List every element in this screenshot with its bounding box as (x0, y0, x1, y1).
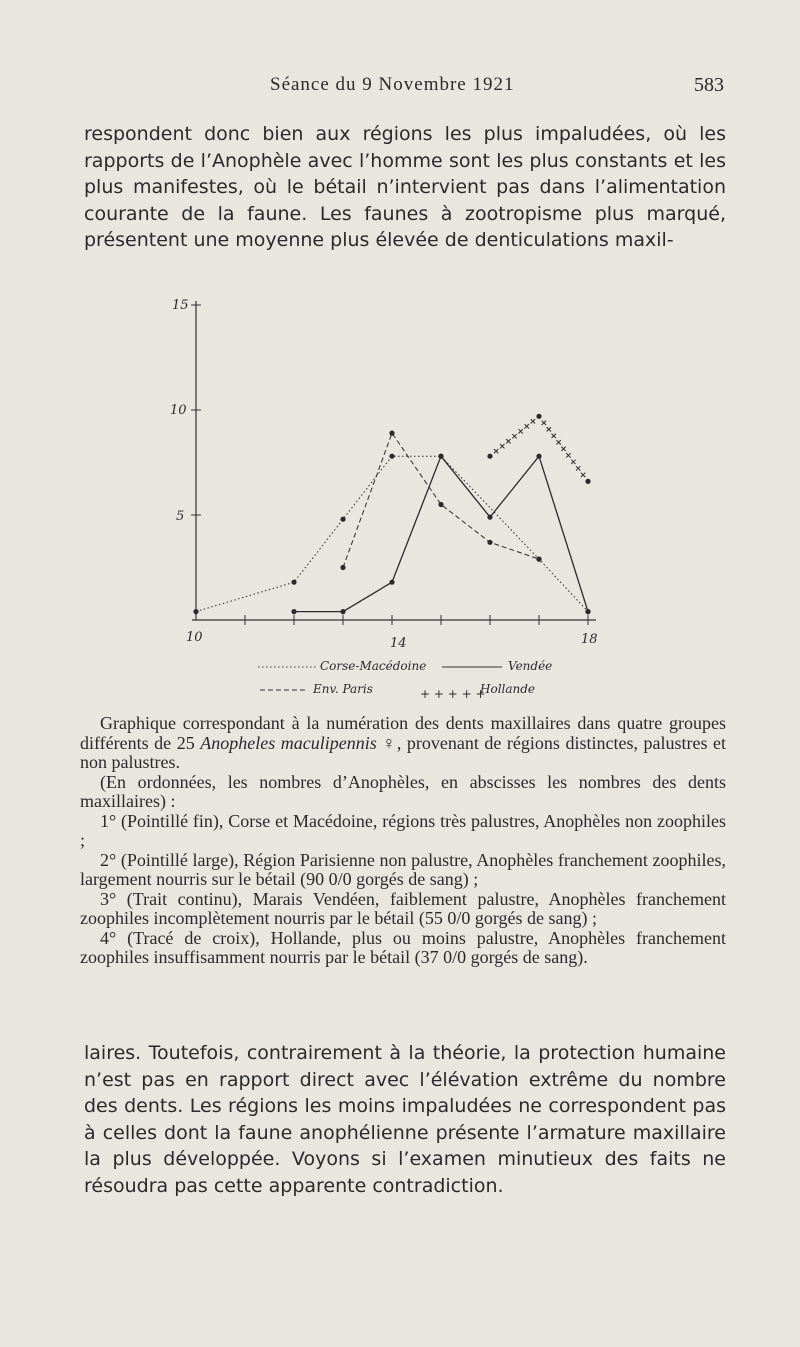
caption-item-1: 1° (Pointillé fin), Corse et Macédoine, régions très palustres, Anophèles non zoophiles ; (80, 810, 726, 850)
data-point-env-paris (438, 502, 443, 507)
cross-mark-hollande (576, 466, 580, 470)
caption-text: ♀, provenant de régions distinctes, palustres et non palustres. (80, 732, 726, 772)
series-hollande (487, 414, 590, 484)
data-point-vend-e (291, 609, 296, 614)
cross-mark-hollande (525, 424, 529, 428)
data-point-vend-e (536, 454, 541, 459)
figure-caption (80, 714, 726, 968)
cross-mark-hollande (571, 460, 575, 464)
data-point-hollande (585, 479, 590, 484)
chart-axes (191, 301, 596, 625)
series-corse-mac-doine (193, 454, 590, 615)
data-point-env-paris (340, 565, 345, 570)
legend-label-vendee: Vendée (508, 659, 553, 673)
series-line-corse-mac-doine (196, 456, 588, 611)
data-point-env-paris (389, 431, 394, 436)
cross-mark-hollande (500, 444, 504, 448)
caption-item-4: 4° (Tracé de croix), Hollande, plus ou moins palustre, Anophèles franchement zoophiles insuffisamment nourris par le bétail (37 0/0 gorgés de sang). (80, 927, 726, 967)
x-tick-label-10: 10 (186, 630, 203, 645)
data-point-corse-mac-doine (193, 609, 198, 614)
data-point-vend-e (389, 580, 394, 585)
cross-mark-hollande (531, 419, 535, 423)
x-tick-labels (186, 630, 598, 651)
series-vend-e (291, 454, 590, 615)
y-tick-label-10: 10 (170, 403, 187, 418)
cross-mark-hollande (566, 453, 570, 457)
cross-mark-hollande (561, 447, 565, 451)
series-line-env-paris (343, 433, 539, 567)
series-layer (193, 414, 590, 615)
data-point-hollande (536, 414, 541, 419)
figure (150, 280, 650, 700)
data-point-env-paris (487, 540, 492, 545)
caption-item-2: 2° (Pointillé large), Région Parisienne non palustre, Anophèles franchement zoophiles, largement nourris sur le bétail (90 0/0 gorgés de sang) ; (80, 849, 726, 889)
caption-paragraph-1 (80, 714, 726, 773)
x-tick-label-14: 14 (390, 636, 407, 651)
body-paragraph-bottom: laires. Toutefois, contrairement à la théorie, la protection humaine n’est pas en rapport direct avec l’élévation extrême du nombre des dents. Les régions les moins impaludées ne correspondent pas à celles dont la faune anophélienne présente l’armature maxillaire la plus développée. Voyons si l’examen minutieux des faits ne résoudra pas cette apparente contradiction. (84, 1042, 726, 1197)
x-tick-label-18: 18 (581, 632, 598, 647)
data-point-corse-mac-doine (389, 454, 394, 459)
y-tick-label-15: 15 (172, 298, 189, 313)
species-name: Anopheles maculipennis (200, 732, 377, 753)
series-env-paris (340, 431, 541, 571)
y-tick-label-5: 5 (176, 509, 185, 524)
line-chart (150, 280, 650, 700)
caption-paragraph-2: (En ordonnées, les nombres d’Anophèles, en abscisses les nombres des dents maxillaires) : (80, 771, 726, 811)
page-number: 583 (694, 74, 724, 96)
caption-text: Graphique correspondant à la numération des dents maxillaires dans quatre groupes différents de 25 (80, 713, 726, 753)
cross-mark-hollande (552, 434, 556, 438)
cross-mark-hollande (494, 449, 498, 453)
chart-legend (258, 659, 552, 700)
header-title: Séance du 9 Novembre 1921 (270, 74, 515, 95)
legend-label-paris: Env. Paris (313, 682, 373, 696)
cross-mark-hollande (518, 429, 522, 433)
data-point-hollande (487, 454, 492, 459)
data-point-env-paris (536, 557, 541, 562)
data-point-corse-mac-doine (291, 580, 296, 585)
data-point-vend-e (340, 609, 345, 614)
running-header (0, 74, 800, 102)
series-line-vend-e (294, 456, 588, 611)
cross-mark-hollande (506, 439, 510, 443)
cross-mark-hollande (581, 473, 585, 477)
cross-mark-hollande (542, 421, 546, 425)
cross-mark-hollande (512, 434, 516, 438)
cross-mark-hollande (556, 440, 560, 444)
data-point-corse-mac-doine (340, 517, 345, 522)
data-point-vend-e (438, 454, 443, 459)
body-paragraph-top: respondent donc bien aux régions les plus impaludées, où les rapports de l’Anophèle avec l’homme sont les plus constants et les plus manifestes, où le bétail n’intervient pas dans l’alimentation courante de la faune. Les faunes à zootropisme plus marqué, présentent une moyenne plus élevée de denticulations maxil- (84, 123, 726, 251)
data-point-vend-e (585, 609, 590, 614)
cross-mark-hollande (547, 427, 551, 431)
caption-item-3: 3° (Trait continu), Marais Vendéen, faiblement palustre, Anophèles franchement zoophiles incomplètement nourris par le bétail (55 0/0 gorgés de sang) ; (80, 888, 726, 928)
data-point-vend-e (487, 515, 492, 520)
legend-label-hollande: Hollande (480, 682, 536, 696)
legend-label-corse: Corse-Macédoine (320, 659, 427, 673)
y-tick-labels (170, 298, 189, 524)
legend-cross-marks: + + + + + (420, 687, 486, 700)
